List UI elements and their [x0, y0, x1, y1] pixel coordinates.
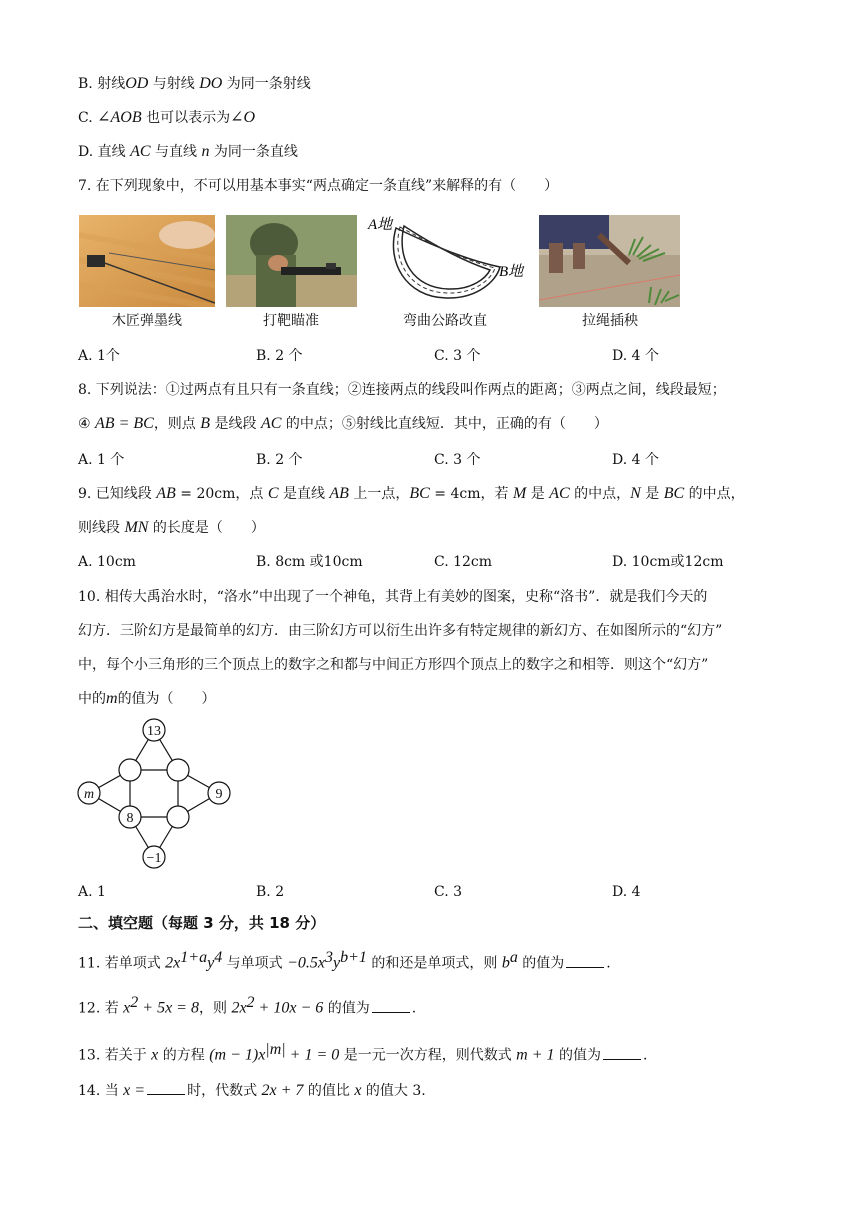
road-label-a: A地 [368, 217, 393, 233]
q14-line: 14. 当 x = 时，代数式 2x + 7 的值比 x 的值大 3. [78, 1082, 426, 1099]
q8-line-1: 8. 下列说法：①过两点有且只有一条直线；②连接两点的线段叫作两点的距离；③两点之间，线段最短； [78, 382, 726, 398]
q9-line-2: 则线段 MN 的长度是（ ） [78, 519, 265, 536]
q9-option-d: D. 10cm或12cm [612, 554, 724, 570]
q10-option-a: A. 1 [78, 884, 106, 900]
q9-option-b: B. 8cm 或10cm [256, 554, 363, 570]
q10-option-d: D. 4 [612, 884, 641, 900]
q10-line-4: 中的m的值为（ ） [78, 690, 216, 707]
q6-option-d: D. 直线 AC 与直线 n 为同一条直线 [78, 143, 298, 160]
q12-answer-blank[interactable] [372, 998, 410, 1013]
q6-option-b: B. 射线OD 与射线 DO 为同一条射线 [78, 75, 311, 92]
q7-option-c: C. 3 个 [434, 348, 481, 364]
section-title-fill-in: 二、填空题（每题 3 分，共 18 分） [78, 914, 326, 932]
node-right-label: 9 [215, 787, 223, 802]
node-top-label: 13 [147, 724, 161, 739]
carpenter-ink-line-photo [79, 215, 215, 307]
node-bottom-left-label: 8 [126, 811, 134, 826]
q8-line-2: ④ AB = BC，则点 B 是线段 AC 的中点；⑤射线比直线短．其中，正确的有（ ） [78, 415, 608, 432]
road-label-b: B地 [499, 264, 524, 280]
q14-answer-blank[interactable] [147, 1080, 185, 1095]
q8-option-d: D. 4 个 [612, 452, 659, 468]
node-left-label: m [83, 787, 95, 802]
q7-caption-1: 木匠弹墨线 [112, 313, 182, 329]
q9-line-1: 9. 已知线段 AB = 20cm，点 C 是直线 AB 上一点，BC = 4cm，若 M 是 AC 的中点，N 是 BC 的中点， [78, 485, 745, 502]
q10-line-1: 10. 相传大禹治水时，“洛水”中出现了一个神龟，其背上有美妙的图案，史称“洛书”．就是我们今天的 [78, 589, 708, 605]
q13-answer-blank[interactable] [603, 1045, 641, 1060]
q10-line-2: 幻方．三阶幻方是最简单的幻方．由三阶幻方可以衍生出许多有特定规律的新幻方、在如图所示的“幻方” [78, 623, 723, 639]
q7-option-b: B. 2 个 [256, 348, 303, 364]
q12-line: 12. 若 $x^2 + 5x = 8$，则 $2x^2 + 10x - 6$ 的值为 . [78, 994, 417, 1017]
q8-option-c: C. 3 个 [434, 452, 481, 468]
q8-option-a: A. 1 个 [78, 452, 125, 468]
curved-road-diagram [366, 212, 526, 312]
q11-line: 11. 若单项式 $2x^{1+a}y^4$ 与单项式 $-0.5x^3y^{b+1}$ 的和还是单项式，则 $b^a$ 的值为 . [78, 949, 611, 972]
node-bottom-right [167, 806, 189, 828]
q6-option-c: C. ∠AOB 也可以表示为∠O [78, 109, 256, 126]
q9-option-a: A. 10cm [78, 554, 136, 570]
node-top-left [119, 759, 141, 781]
node-top-right [167, 759, 189, 781]
shooting-aim-photo [226, 215, 357, 307]
magic-square-diagram [76, 716, 236, 872]
q9-option-c: C. 12cm [434, 554, 493, 570]
q10-option-b: B. 2 [256, 884, 285, 900]
q7-caption-4: 拉绳插秧 [582, 313, 638, 329]
q10-line-3: 中，每个小三角形的三个顶点上的数字之和都与中间正方形四个顶点上的数字之和相等．则这个“幻方” [78, 657, 709, 673]
q7-caption-3: 弯曲公路改直 [403, 313, 487, 329]
node-bottom-label: −1 [146, 851, 162, 866]
q7-caption-2: 打靶瞄准 [263, 313, 319, 329]
q8-option-b: B. 2 个 [256, 452, 303, 468]
rice-planting-photo [539, 215, 680, 307]
q7-option-d: D. 4 个 [612, 348, 659, 364]
q7-stem: 7. 在下列现象中，不可以用基本事实“两点确定一条直线”来解释的有（ ） [78, 178, 559, 194]
q11-answer-blank[interactable] [566, 953, 604, 968]
q10-option-c: C. 3 [434, 884, 463, 900]
q13-line: 13. 若关于 x 的方程 $(m - 1)x^{|m|} + 1 = 0$ 是一元一次方程，则代数式 m + 1 的值为 . [78, 1041, 648, 1064]
q7-option-a: A. 1个 [78, 348, 120, 364]
